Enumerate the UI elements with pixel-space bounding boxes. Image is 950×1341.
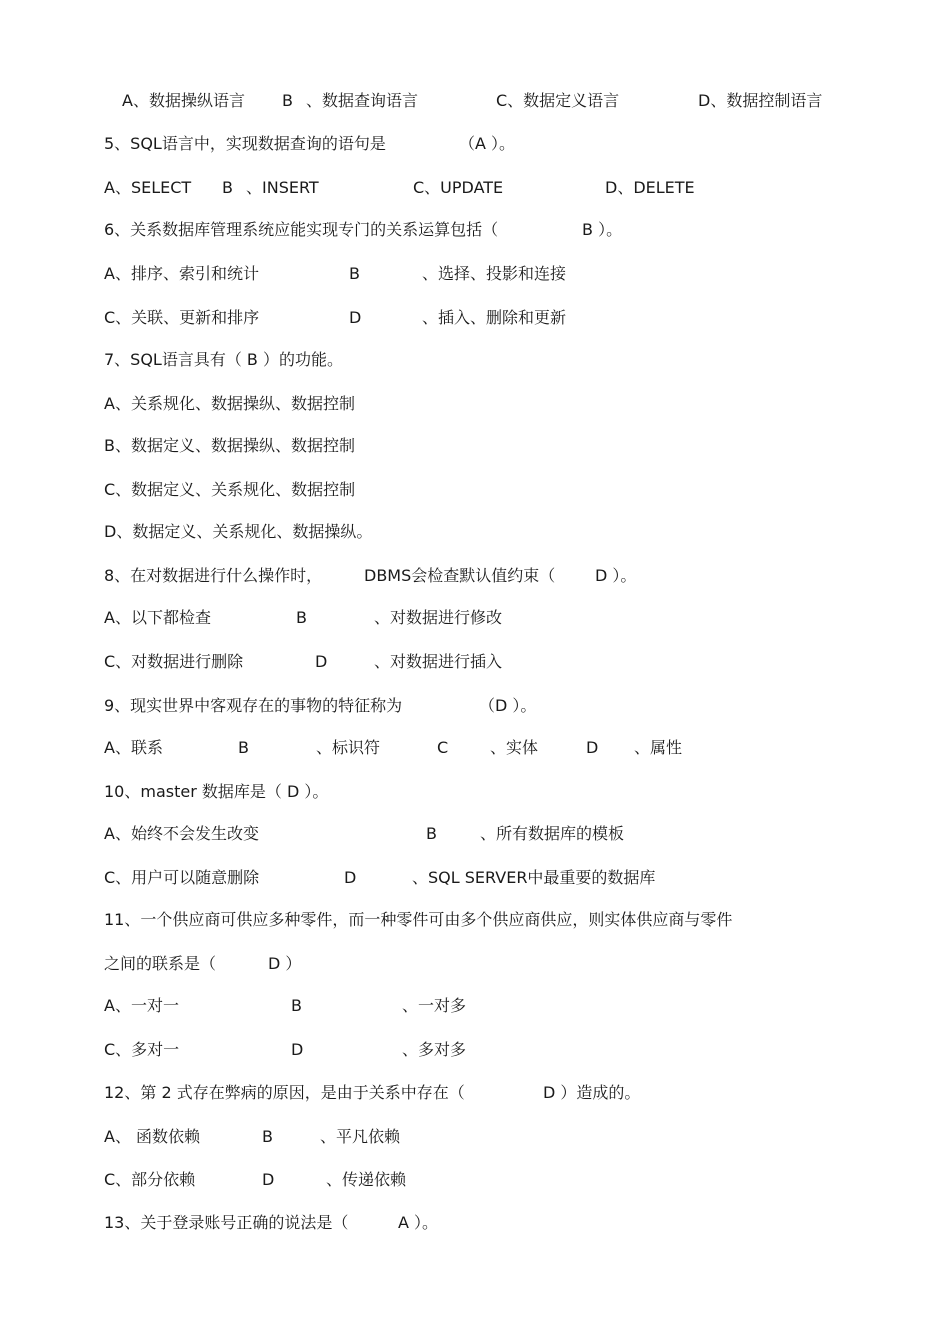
q13-question: 13、关于登录账号正确的说法是（ [104, 1213, 349, 1232]
q7-option-a: A、关系规化、数据操纵、数据控制 [104, 394, 355, 413]
q11-option-d-letter: D [291, 1040, 304, 1059]
q8-question: 8、在对数据进行什么操作时， [104, 566, 323, 585]
q8-option-d-letter: D [315, 652, 328, 671]
q11-answer: D ） [268, 954, 302, 973]
q9-option-b-text: 、标识符 [316, 738, 381, 757]
q12-option-d-text: 、传递依赖 [326, 1170, 407, 1189]
q9-option-a: A、联系 [104, 738, 163, 757]
q6-option-c: C、关联、更新和排序 [104, 308, 260, 327]
q10-option-b-letter: B [426, 824, 437, 843]
q5-option-d: D、DELETE [605, 178, 695, 197]
q11-option-b-letter: B [291, 996, 302, 1015]
q8-answer: D ）。 [595, 566, 637, 585]
q6-option-b-letter: B [349, 264, 360, 283]
q12-option-a: A、 函数依赖 [104, 1127, 201, 1146]
q4-option-b-text: 、数据查询语言 [306, 91, 419, 110]
q9-option-c-text: 、实体 [490, 738, 539, 757]
q4-option-c: C、数据定义语言 [496, 91, 620, 110]
q11-option-d-text: 、多对多 [402, 1040, 467, 1059]
q6-option-d-letter: D [349, 308, 362, 327]
q7-option-d: D、数据定义、关系规化、数据操纵。 [104, 522, 373, 541]
q5-option-b-letter: B [222, 178, 233, 197]
q6-option-b-text: 、选择、投影和连接 [422, 264, 567, 283]
q8-option-a: A、以下都检查 [104, 608, 211, 627]
q11-option-b-text: 、一对多 [402, 996, 467, 1015]
q9-question: 9、现实世界中客观存在的事物的特征称为 [104, 696, 403, 715]
q10-option-d-text: 、SQL SERVER中最重要的数据库 [412, 868, 656, 887]
q4-option-a: A、数据操纵语言 [122, 91, 245, 110]
q5-option-b-text: 、INSERT [246, 178, 319, 197]
q4-option-b-letter: B [282, 91, 293, 110]
q12-option-c: C、部分依赖 [104, 1170, 196, 1189]
q6-option-a: A、排序、索引和统计 [104, 264, 259, 283]
q6-question: 6、关系数据库管理系统应能实现专门的关系运算包括（ [104, 220, 499, 239]
q10-option-d-letter: D [344, 868, 357, 887]
q12-option-b-text: 、平凡依赖 [320, 1127, 401, 1146]
q12-option-d-letter: D [262, 1170, 275, 1189]
q9-option-c-letter: C [437, 738, 449, 757]
q6-option-d-text: 、插入、删除和更新 [422, 308, 567, 327]
q9-answer: （D ）。 [479, 696, 537, 715]
q9-option-d-text: 、属性 [634, 738, 683, 757]
q13-answer: A ）。 [398, 1213, 439, 1232]
q6-answer: B ）。 [582, 220, 623, 239]
q8-option-c: C、对数据进行删除 [104, 652, 244, 671]
q10-question: 10、master 数据库是（ D ）。 [104, 782, 329, 801]
q4-option-d: D、数据控制语言 [698, 91, 823, 110]
q7-option-c: C、数据定义、关系规化、数据控制 [104, 480, 356, 499]
q10-option-a: A、始终不会发生改变 [104, 824, 259, 843]
q5-option-a: A、SELECT [104, 178, 192, 197]
q12-question: 12、第 2 式存在弊病的原因，是由于关系中存在（ [104, 1083, 465, 1102]
q11-option-a: A、一对一 [104, 996, 179, 1015]
q5-question: 5、SQL语言中，实现数据查询的语句是 [104, 134, 386, 153]
q10-option-c: C、用户可以随意删除 [104, 868, 260, 887]
q5-answer: （A ）。 [459, 134, 516, 153]
q7-question: 7、SQL语言具有（ B ）的功能。 [104, 350, 343, 369]
q12-answer: D ）造成的。 [543, 1083, 641, 1102]
q11-question: 11、一个供应商可供应多种零件，而一种零件可由多个供应商供应，则实体供应商与零件 [104, 910, 733, 929]
q11-option-c: C、多对一 [104, 1040, 180, 1059]
q5-option-c: C、UPDATE [413, 178, 504, 197]
q9-option-b-letter: B [238, 738, 249, 757]
q12-option-b-letter: B [262, 1127, 273, 1146]
q8-option-b-letter: B [296, 608, 307, 627]
q7-option-b: B、数据定义、数据操纵、数据控制 [104, 436, 355, 455]
q8-option-b-text: 、对数据进行修改 [374, 608, 503, 627]
q8-option-d-text: 、对数据进行插入 [374, 652, 503, 671]
q8-question-cont: DBMS会检查默认值约束（ [364, 566, 556, 585]
q11-question-line2: 之间的联系是（ [104, 954, 217, 973]
q9-option-d-letter: D [586, 738, 599, 757]
q10-option-b-text: 、所有数据库的模板 [480, 824, 625, 843]
